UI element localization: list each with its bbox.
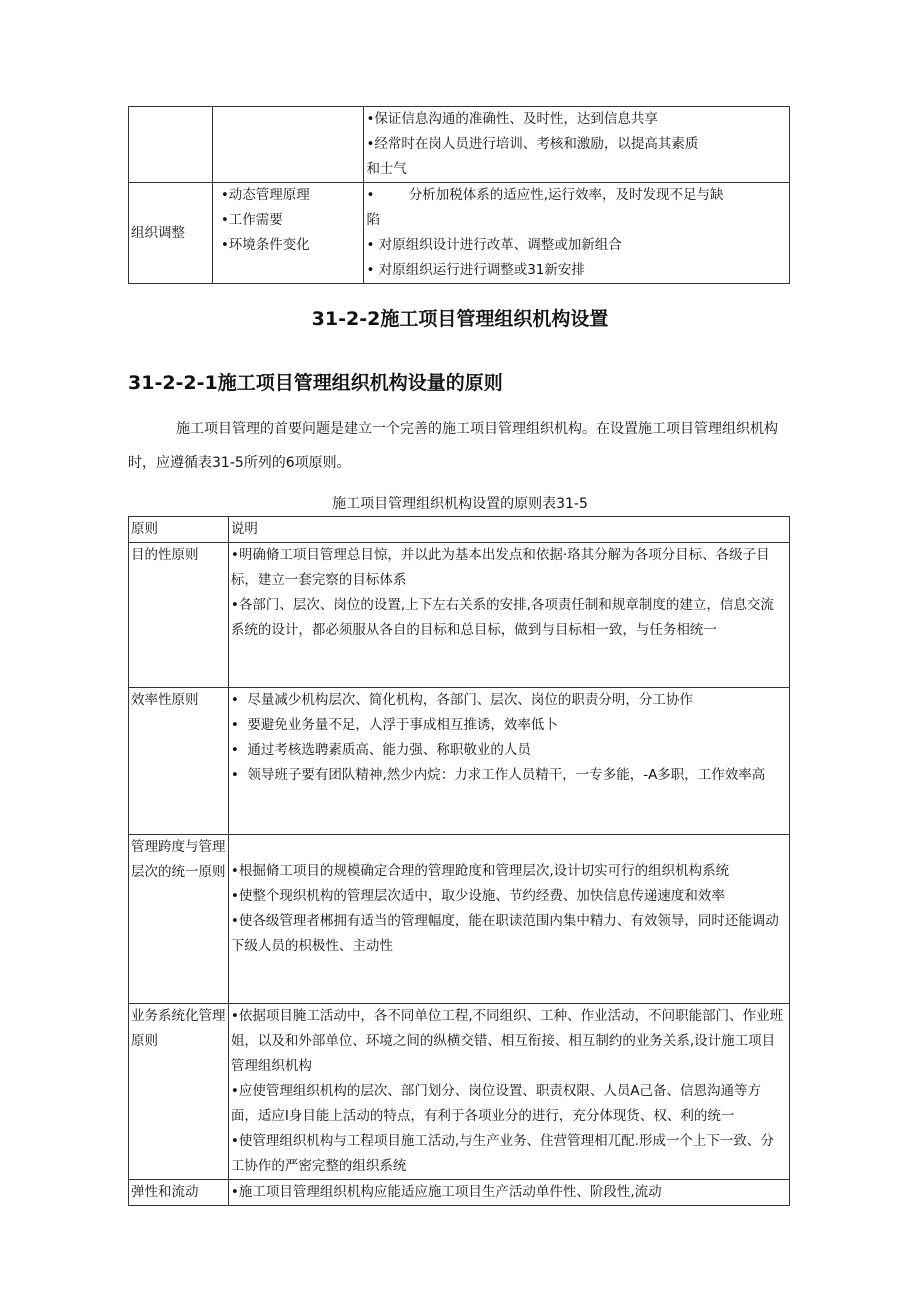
- cell-line: 陷: [366, 212, 380, 228]
- cell-line: •保证信息沟通的准确性、及时性，达到信息共享: [366, 111, 658, 127]
- table-cell: [364, 183, 790, 284]
- principle-cell: [129, 543, 229, 688]
- description-item: •使管理组织机构与工程项目施工活动,与生产业务、住营管理相兀配.形成一个上下一致、分工协作的严密完整的组织系统: [230, 1133, 774, 1174]
- cell-line: • 分析加税体系的适应性,运行效率，及时发现不足与缺: [366, 187, 724, 203]
- principle-name: 效率性原则: [131, 692, 199, 708]
- continuation-table: [128, 106, 790, 284]
- table-row: [129, 107, 790, 183]
- table-row: [129, 543, 790, 688]
- table-row: [129, 835, 790, 1004]
- cell-line: •工作需要: [220, 212, 283, 228]
- description-item: • 要避免业务量不足，人浮于事成相互推诱，效率低卜: [230, 717, 558, 733]
- table-row: [129, 1004, 790, 1180]
- table-row: [129, 688, 790, 835]
- cell-line: •环境条件变化: [220, 237, 310, 253]
- cell-line: •动态管理原理: [220, 187, 310, 203]
- description-cell: [228, 835, 789, 1004]
- principle-name: 业务系统化管理原则: [131, 1008, 226, 1049]
- column-header-principle: 原则: [129, 517, 229, 543]
- intro-paragraph: 施工项目管理的首要问题是建立一个完善的施工项目管理组织机构。在设置施工项目管理组织机构时，应遵循表31-5所列的6项原则。: [128, 421, 778, 471]
- cell-line: • 对原组织设计进行改革、调整或加新组合: [366, 237, 622, 253]
- description-item: •各部门、层次、岗位的设置,上下左右关系的安排,各项责任制和规章制度的建立，信息交流系统的设计，都必须服从各自的目标和总目标，做到与目标相一致，与任务相统一: [230, 597, 774, 638]
- description-item: •根掘脩工项目的规模确定合理的管理跄度和管理层次,设计切实可行的组织机构系统: [230, 863, 730, 879]
- table-header-row: [129, 517, 790, 543]
- description-item: •使整个现织机构的管理层次适中，取少设施、节约经费、加快信息传递速度和效率: [230, 888, 725, 904]
- table-row: [129, 1180, 790, 1206]
- table-cell: [212, 107, 364, 183]
- principle-cell: [129, 1180, 229, 1206]
- principle-name: 管理跨度与管理层次的统一原则: [131, 839, 226, 880]
- table-cell: [212, 183, 364, 284]
- table-row: [129, 183, 790, 284]
- principle-name: 目的性原则: [131, 547, 199, 563]
- table-cell: [364, 107, 790, 183]
- description-item: • 领导班子要有团队精神,然少内烷：力求工作人员精干，一专多能，-A多职，工作效率高: [230, 767, 766, 783]
- description-item: • 通过考核选聘素质高、能力强、称职敬业的人员: [230, 742, 531, 758]
- section-title: 31-2-2施工项目管理组织机构设置: [311, 308, 609, 330]
- subsection-title: 31-2-2-1施工项目管理组织机构设量的原则: [128, 372, 503, 394]
- description-item: •明确脩工项目管理总目惊，并以此为基本出发点和依据·珞其分解为各项分目标、各级子目标，建立一套完察的目标体系: [230, 547, 770, 588]
- column-header-description: 说明: [228, 517, 789, 543]
- row-label: 组织调整: [131, 224, 185, 241]
- description-item: • 尽量减少机构层次、简化机构，各部门、层次、岗位的职责分明，分工协作: [230, 692, 693, 708]
- cell-line: •经常时在岗人员进行培训、考核和激励，以提高其素质: [366, 136, 699, 152]
- principle-cell: [129, 835, 229, 1004]
- principle-cell: [129, 688, 229, 835]
- description-cell: [228, 1180, 789, 1206]
- description-cell: [228, 543, 789, 688]
- table-cell: [129, 107, 213, 183]
- principle-cell: [129, 1004, 229, 1180]
- description-item: •施工项目管理组织机构应能适应施工项目生产活动单件性、阶段性,流动: [230, 1184, 662, 1200]
- description-cell: [228, 688, 789, 835]
- description-cell: [228, 1004, 789, 1180]
- table-caption: 施工项目管理组织机构设置的原则表31-5: [332, 496, 588, 512]
- table-cell: [129, 183, 213, 284]
- cell-line: • 对原组织运行进行调整或31新安排: [366, 262, 585, 278]
- description-item: •依据项目腌工活动中，各不同单位工程,不同组织、工种、作业活动，不问职能部门、作业班姐，以及和外部单位、环境之间的纵横交错、相互衔接、相互制约的业务关系,设计施工项目管理组织机构: [230, 1008, 784, 1074]
- cell-line: 和士气: [366, 161, 407, 177]
- principles-table: [128, 516, 790, 1206]
- description-item: •使各级管理者郴拥有适当的管理幅度，能在职读范围内集中精力、有效领导，同时还能调动下级人员的枳极性、主动性: [230, 913, 779, 954]
- principle-name: 弹性和流动: [131, 1184, 199, 1200]
- description-item: •应使管理组织机构的层次、部门划分、岗位设置、职责权限、人员A己备、信恩沟通等方面，适应I身目能上活动的特点，有利于各项业分的进行，充分体现货、权、利的统一: [230, 1083, 762, 1124]
